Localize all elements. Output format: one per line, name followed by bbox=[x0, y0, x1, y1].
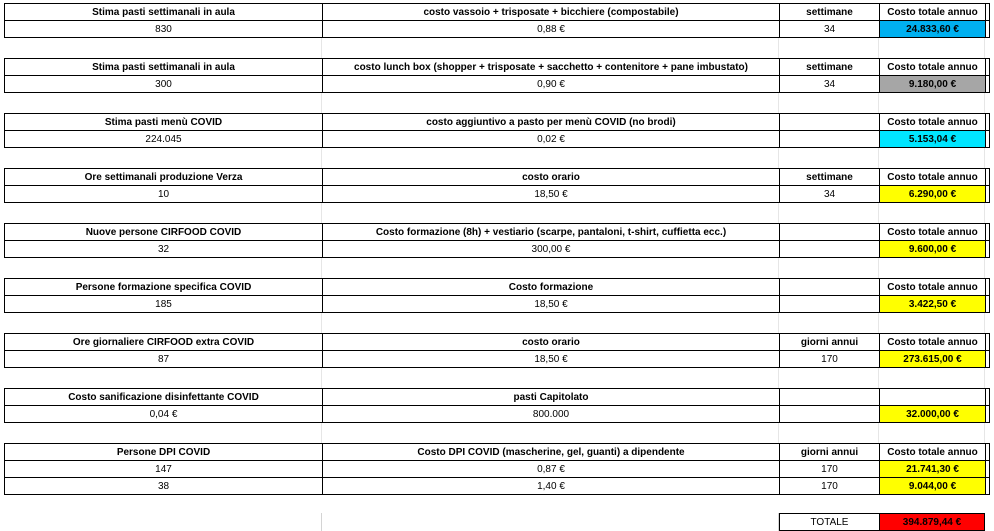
empty-cell[interactable] bbox=[322, 148, 779, 168]
header-cell-annual-total[interactable]: Costo totale annuo bbox=[880, 334, 986, 350]
data-row bbox=[5, 460, 989, 477]
cell-unit-cost[interactable]: 18,50 € bbox=[323, 186, 780, 202]
empty-cell[interactable] bbox=[322, 203, 779, 223]
cell-annual-total[interactable]: 32.000,00 € bbox=[880, 406, 986, 422]
header-cell-quantity[interactable]: Stima pasti settimanali in aula bbox=[5, 4, 323, 20]
header-cell-unit-cost[interactable]: costo orario bbox=[323, 169, 780, 185]
cell-annual-total[interactable]: 24.833,60 € bbox=[880, 21, 986, 37]
cell-period[interactable] bbox=[780, 241, 880, 257]
header-cell-period[interactable]: settimane bbox=[780, 59, 880, 75]
cell-quantity[interactable]: 32 bbox=[5, 241, 323, 257]
header-cell-quantity[interactable]: Nuove persone CIRFOOD COVID bbox=[5, 224, 323, 240]
cost-block bbox=[4, 223, 990, 258]
header-cell-annual-total[interactable]: Costo totale annuo bbox=[880, 114, 986, 130]
cell-unit-cost[interactable]: 1,40 € bbox=[323, 478, 780, 494]
header-cell-annual-total[interactable] bbox=[880, 389, 986, 405]
header-cell-unit-cost[interactable]: costo vassoio + trisposate + bicchiere (compostabile) bbox=[323, 4, 780, 20]
header-cell-period[interactable]: settimane bbox=[780, 4, 880, 20]
cell-unit-cost[interactable]: 0,02 € bbox=[323, 131, 780, 147]
cell-unit-cost[interactable]: 0,87 € bbox=[323, 461, 780, 477]
header-cell-annual-total[interactable]: Costo totale annuo bbox=[880, 224, 986, 240]
header-cell-unit-cost[interactable]: pasti Capitolato bbox=[323, 389, 780, 405]
empty-cell[interactable] bbox=[322, 93, 779, 113]
spacer-row bbox=[4, 313, 990, 333]
empty-cell[interactable] bbox=[4, 258, 322, 278]
header-row bbox=[5, 169, 989, 185]
cost-block bbox=[4, 333, 990, 368]
cost-block bbox=[4, 278, 990, 313]
header-row bbox=[5, 59, 989, 75]
spacer-row bbox=[4, 368, 990, 388]
cell-unit-cost[interactable]: 800.000 bbox=[323, 406, 780, 422]
header-row bbox=[5, 224, 989, 240]
cell-period[interactable]: 170 bbox=[780, 478, 880, 494]
header-cell-unit-cost[interactable]: Costo DPI COVID (mascherine, gel, guanti) a dipendente bbox=[323, 444, 780, 460]
total-value[interactable]: 394.879,44 € bbox=[879, 513, 985, 531]
cell-period[interactable] bbox=[780, 131, 880, 147]
header-cell-period[interactable] bbox=[780, 114, 880, 130]
empty-cell[interactable] bbox=[4, 368, 322, 388]
cell-quantity[interactable]: 147 bbox=[5, 461, 323, 477]
empty-cell[interactable] bbox=[879, 203, 985, 223]
empty-cell[interactable] bbox=[4, 93, 322, 113]
header-cell-quantity[interactable]: Costo sanificazione disinfettante COVID bbox=[5, 389, 323, 405]
empty-cell[interactable] bbox=[4, 38, 322, 58]
empty-cell[interactable] bbox=[779, 258, 879, 278]
spacer-row bbox=[4, 148, 990, 168]
cell-period[interactable]: 34 bbox=[780, 21, 880, 37]
total-empty-cell-b[interactable] bbox=[322, 513, 779, 531]
header-row bbox=[5, 4, 989, 20]
spacer-row bbox=[4, 38, 990, 58]
cell-period[interactable]: 170 bbox=[780, 351, 880, 367]
header-row bbox=[5, 334, 989, 350]
empty-cell[interactable] bbox=[322, 423, 779, 443]
cell-annual-total[interactable]: 273.615,00 € bbox=[880, 351, 986, 367]
header-cell-period[interactable]: settimane bbox=[780, 169, 880, 185]
cell-quantity[interactable]: 38 bbox=[5, 478, 323, 494]
empty-cell[interactable] bbox=[879, 368, 985, 388]
total-empty-cell-a[interactable] bbox=[4, 513, 322, 531]
cell-period[interactable] bbox=[780, 406, 880, 422]
data-row bbox=[5, 240, 989, 257]
cost-block bbox=[4, 58, 990, 93]
header-cell-unit-cost[interactable]: costo aggiuntivo a pasto per menù COVID (no brodi) bbox=[323, 114, 780, 130]
header-cell-quantity[interactable]: Stima pasti menù COVID bbox=[5, 114, 323, 130]
header-row bbox=[5, 389, 989, 405]
empty-cell[interactable] bbox=[779, 423, 879, 443]
empty-cell[interactable] bbox=[879, 258, 985, 278]
empty-cell[interactable] bbox=[879, 38, 985, 58]
cost-block bbox=[4, 388, 990, 423]
cell-annual-total[interactable]: 3.422,50 € bbox=[880, 296, 986, 312]
cell-quantity[interactable]: 300 bbox=[5, 76, 323, 92]
header-row bbox=[5, 444, 989, 460]
empty-cell[interactable] bbox=[879, 313, 985, 333]
cell-annual-total[interactable]: 9.600,00 € bbox=[880, 241, 986, 257]
header-cell-period[interactable] bbox=[780, 279, 880, 295]
cell-quantity[interactable]: 224.045 bbox=[5, 131, 323, 147]
spreadsheet bbox=[4, 3, 990, 531]
header-cell-quantity[interactable]: Ore settimanali produzione Verza bbox=[5, 169, 323, 185]
header-cell-annual-total[interactable]: Costo totale annuo bbox=[880, 59, 986, 75]
empty-cell[interactable] bbox=[879, 93, 985, 113]
empty-cell[interactable] bbox=[779, 313, 879, 333]
cell-period[interactable]: 34 bbox=[780, 186, 880, 202]
cell-quantity[interactable]: 185 bbox=[5, 296, 323, 312]
cell-unit-cost[interactable]: 18,50 € bbox=[323, 296, 780, 312]
cell-period[interactable]: 34 bbox=[780, 76, 880, 92]
header-row bbox=[5, 279, 989, 295]
header-cell-unit-cost[interactable]: Costo formazione bbox=[323, 279, 780, 295]
cell-unit-cost[interactable]: 0,88 € bbox=[323, 21, 780, 37]
empty-cell[interactable] bbox=[4, 203, 322, 223]
cell-annual-total[interactable]: 6.290,00 € bbox=[880, 186, 986, 202]
header-cell-quantity[interactable]: Persone formazione specifica COVID bbox=[5, 279, 323, 295]
empty-cell[interactable] bbox=[4, 313, 322, 333]
cost-block bbox=[4, 3, 990, 38]
header-cell-unit-cost[interactable]: costo orario bbox=[323, 334, 780, 350]
cell-quantity[interactable]: 10 bbox=[5, 186, 323, 202]
header-cell-annual-total[interactable]: Costo totale annuo bbox=[880, 169, 986, 185]
data-row bbox=[5, 20, 989, 37]
cell-period[interactable]: 170 bbox=[780, 461, 880, 477]
header-cell-period[interactable]: giorni annui bbox=[780, 444, 880, 460]
cell-annual-total[interactable]: 5.153,04 € bbox=[880, 131, 986, 147]
header-cell-quantity[interactable]: Persone DPI COVID bbox=[5, 444, 323, 460]
cost-table bbox=[4, 3, 990, 495]
empty-cell[interactable] bbox=[779, 368, 879, 388]
header-cell-annual-total[interactable]: Costo totale annuo bbox=[880, 4, 986, 20]
cell-annual-total[interactable]: 9.044,00 € bbox=[880, 478, 986, 494]
cell-quantity[interactable]: 0,04 € bbox=[5, 406, 323, 422]
empty-cell[interactable] bbox=[779, 93, 879, 113]
empty-cell[interactable] bbox=[322, 258, 779, 278]
total-label[interactable]: TOTALE bbox=[779, 513, 879, 531]
cell-period[interactable] bbox=[780, 296, 880, 312]
data-row bbox=[5, 477, 989, 494]
empty-cell[interactable] bbox=[322, 38, 779, 58]
cell-annual-total[interactable]: 21.741,30 € bbox=[880, 461, 986, 477]
header-cell-quantity[interactable]: Ore giornaliere CIRFOOD extra COVID bbox=[5, 334, 323, 350]
cell-unit-cost[interactable]: 0,90 € bbox=[323, 76, 780, 92]
header-cell-unit-cost[interactable]: Costo formazione (8h) + vestiario (scarpe, pantaloni, t-shirt, cuffietta ecc.) bbox=[323, 224, 780, 240]
spacer-row bbox=[4, 203, 990, 223]
header-cell-unit-cost[interactable]: costo lunch box (shopper + trisposate + sacchetto + contenitore + pane imbustato) bbox=[323, 59, 780, 75]
data-row bbox=[5, 185, 989, 202]
header-cell-period[interactable] bbox=[780, 224, 880, 240]
spacer-row bbox=[4, 423, 990, 443]
empty-cell[interactable] bbox=[4, 148, 322, 168]
header-cell-quantity[interactable]: Stima pasti settimanali in aula bbox=[5, 59, 323, 75]
cell-quantity[interactable]: 87 bbox=[5, 351, 323, 367]
data-row bbox=[5, 405, 989, 422]
empty-cell[interactable] bbox=[322, 313, 779, 333]
empty-cell[interactable] bbox=[779, 38, 879, 58]
spacer-row bbox=[4, 258, 990, 278]
cell-unit-cost[interactable]: 18,50 € bbox=[323, 351, 780, 367]
cell-quantity[interactable]: 830 bbox=[5, 21, 323, 37]
empty-cell[interactable] bbox=[322, 368, 779, 388]
data-row bbox=[5, 130, 989, 147]
spacer-row bbox=[4, 93, 990, 113]
cost-block bbox=[4, 113, 990, 148]
total-row bbox=[4, 513, 990, 531]
header-row bbox=[5, 114, 989, 130]
header-cell-period[interactable] bbox=[780, 389, 880, 405]
cell-annual-total[interactable]: 9.180,00 € bbox=[880, 76, 986, 92]
empty-cell[interactable] bbox=[4, 423, 322, 443]
cell-unit-cost[interactable]: 300,00 € bbox=[323, 241, 780, 257]
cost-block bbox=[4, 443, 990, 495]
data-row bbox=[5, 75, 989, 92]
header-cell-annual-total[interactable]: Costo totale annuo bbox=[880, 279, 986, 295]
empty-cell[interactable] bbox=[779, 148, 879, 168]
data-row bbox=[5, 350, 989, 367]
empty-cell[interactable] bbox=[879, 148, 985, 168]
cost-block bbox=[4, 168, 990, 203]
header-cell-period[interactable]: giorni annui bbox=[780, 334, 880, 350]
header-cell-annual-total[interactable]: Costo totale annuo bbox=[880, 444, 986, 460]
empty-cell[interactable] bbox=[879, 423, 985, 443]
empty-cell[interactable] bbox=[779, 203, 879, 223]
data-row bbox=[5, 295, 989, 312]
